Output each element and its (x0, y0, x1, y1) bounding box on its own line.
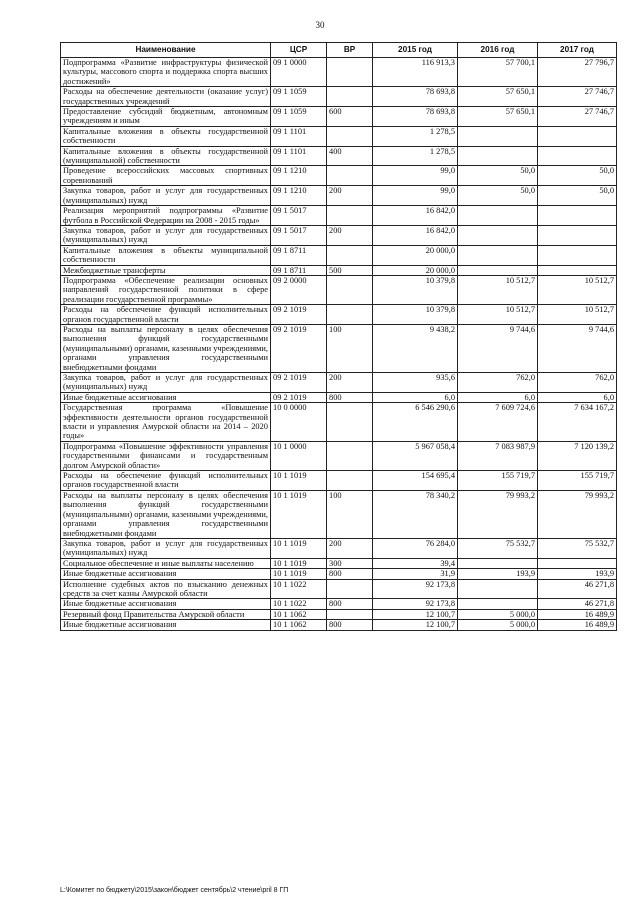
row-2016-cell: 5 000,0 (458, 609, 538, 619)
row-csr-cell: 09 2 1019 (271, 305, 327, 325)
table-row (61, 599, 617, 609)
budget-table (60, 42, 617, 631)
row-2016-cell: 9 744,6 (458, 324, 538, 372)
row-2016-cell: 57 650,1 (458, 87, 538, 107)
row-2016-cell: 10 512,7 (458, 275, 538, 304)
table-row (61, 403, 617, 442)
row-vr-cell (327, 166, 373, 186)
column-header-csr: ЦСР (271, 43, 327, 58)
row-2015-cell: 6,0 (373, 392, 458, 402)
row-vr-cell: 500 (327, 265, 373, 275)
row-2015-cell: 92 173,8 (373, 599, 458, 609)
row-2015-cell: 154 695,4 (373, 471, 458, 491)
row-2017-cell: 7 120 139,2 (538, 441, 617, 470)
row-csr-cell: 09 1 8711 (271, 265, 327, 275)
row-csr-cell: 09 1 1101 (271, 126, 327, 146)
row-name-cell: Проведение всероссийских массовых спортивных соревнований (61, 166, 271, 186)
row-csr-cell: 09 2 1019 (271, 373, 327, 393)
row-2016-cell: 57 700,1 (458, 58, 538, 87)
row-2015-cell: 99,0 (373, 166, 458, 186)
row-2017-cell: 46 271,8 (538, 599, 617, 609)
row-2017-cell: 10 512,7 (538, 305, 617, 325)
row-2015-cell: 20 000,0 (373, 265, 458, 275)
row-2016-cell: 57 650,1 (458, 107, 538, 127)
row-2015-cell: 78 340,2 (373, 490, 458, 538)
table-row (61, 225, 617, 245)
row-2017-cell: 79 993,2 (538, 490, 617, 538)
row-csr-cell: 10 1 1019 (271, 490, 327, 538)
row-name-cell: Иные бюджетные ассигнования (61, 569, 271, 579)
file-path-footer: L:\Комитет по бюджету\2015\закон\бюджет сентябрь\2 чтение\pril 8 ГП (60, 887, 289, 894)
row-2017-cell: 46 271,8 (538, 579, 617, 599)
row-vr-cell: 800 (327, 599, 373, 609)
row-csr-cell: 09 1 0000 (271, 58, 327, 87)
row-name-cell: Расходы на выплаты персоналу в целях обеспечения выполнения функций государственными (муниципальными) органами, казенными учреждениями, органами управления государственными внебюджетными фондами (61, 324, 271, 372)
column-header-name: Наименование (61, 43, 271, 58)
row-name-cell: Иные бюджетные ассигнования (61, 620, 271, 630)
row-2016-cell: 155 719,7 (458, 471, 538, 491)
table-row (61, 579, 617, 599)
row-csr-cell: 10 1 1019 (271, 569, 327, 579)
column-header-vr: ВР (327, 43, 373, 58)
table-row (61, 275, 617, 304)
row-2017-cell: 75 532,7 (538, 538, 617, 558)
page-number: 30 (315, 20, 325, 30)
row-vr-cell: 800 (327, 569, 373, 579)
row-vr-cell (327, 305, 373, 325)
row-2016-cell (458, 146, 538, 166)
row-csr-cell: 09 1 1059 (271, 107, 327, 127)
row-vr-cell: 200 (327, 225, 373, 245)
row-name-cell: Расходы на обеспечение функций исполнительных органов государственной власти (61, 305, 271, 325)
row-name-cell: Закупка товаров, работ и услуг для государственных (муниципальных) нужд (61, 225, 271, 245)
row-vr-cell: 200 (327, 373, 373, 393)
row-2015-cell: 12 100,7 (373, 620, 458, 630)
row-vr-cell (327, 441, 373, 470)
row-vr-cell (327, 245, 373, 265)
row-name-cell: Капитальные вложения в объекты государственной собственности (61, 126, 271, 146)
row-name-cell: Расходы на обеспечение функций исполнительных органов государственной власти (61, 471, 271, 491)
row-csr-cell: 10 1 1019 (271, 538, 327, 558)
row-2015-cell: 12 100,7 (373, 609, 458, 619)
row-2015-cell: 5 967 058,4 (373, 441, 458, 470)
row-vr-cell (327, 579, 373, 599)
row-name-cell: Межбюджетные трансферты (61, 265, 271, 275)
table-row (61, 107, 617, 127)
row-2016-cell (458, 126, 538, 146)
table-row (61, 324, 617, 372)
table-row (61, 558, 617, 568)
row-2015-cell: 10 379,8 (373, 275, 458, 304)
row-vr-cell: 200 (327, 186, 373, 206)
row-name-cell: Капитальные вложения в объекты государственной (муниципальной) собственности (61, 146, 271, 166)
table-row (61, 490, 617, 538)
table-header-row (61, 43, 617, 58)
table-row (61, 569, 617, 579)
row-2015-cell: 1 278,5 (373, 126, 458, 146)
row-2016-cell (458, 225, 538, 245)
row-2016-cell: 193,9 (458, 569, 538, 579)
table-row (61, 265, 617, 275)
row-name-cell: Государственная программа «Повышение эффективности деятельности органов государственной власти и управления Амурской области на 2014 – 2020 годы» (61, 403, 271, 442)
row-name-cell: Предоставление субсидий бюджетным, автономным учреждениям и иным (61, 107, 271, 127)
table-body (61, 58, 617, 631)
row-csr-cell: 09 2 1019 (271, 324, 327, 372)
row-2016-cell: 75 532,7 (458, 538, 538, 558)
row-2016-cell: 10 512,7 (458, 305, 538, 325)
row-2017-cell (538, 558, 617, 568)
table-row (61, 146, 617, 166)
row-vr-cell: 400 (327, 146, 373, 166)
row-vr-cell (327, 471, 373, 491)
row-csr-cell: 09 1 1210 (271, 186, 327, 206)
row-2016-cell (458, 206, 538, 226)
row-name-cell: Иные бюджетные ассигнования (61, 599, 271, 609)
table-row (61, 441, 617, 470)
row-csr-cell: 09 1 1210 (271, 166, 327, 186)
table-row (61, 620, 617, 630)
row-name-cell: Социальное обеспечение и иные выплаты населению (61, 558, 271, 568)
row-2017-cell (538, 146, 617, 166)
row-2017-cell: 10 512,7 (538, 275, 617, 304)
row-name-cell: Закупка товаров, работ и услуг для государственных (муниципальных) нужд (61, 373, 271, 393)
row-2016-cell: 50,0 (458, 166, 538, 186)
table-row (61, 186, 617, 206)
table-row (61, 305, 617, 325)
row-2017-cell: 27 746,7 (538, 107, 617, 127)
row-2015-cell: 78 693,8 (373, 87, 458, 107)
table-row (61, 87, 617, 107)
row-2015-cell: 16 842,0 (373, 225, 458, 245)
row-csr-cell: 10 1 1022 (271, 599, 327, 609)
row-csr-cell: 09 1 5017 (271, 225, 327, 245)
row-vr-cell: 100 (327, 324, 373, 372)
row-2017-cell (538, 206, 617, 226)
row-vr-cell: 300 (327, 558, 373, 568)
row-2015-cell: 10 379,8 (373, 305, 458, 325)
row-2017-cell (538, 225, 617, 245)
row-vr-cell: 600 (327, 107, 373, 127)
row-csr-cell: 10 1 1062 (271, 609, 327, 619)
row-vr-cell: 200 (327, 538, 373, 558)
row-2015-cell: 116 913,3 (373, 58, 458, 87)
row-2015-cell: 6 546 290,6 (373, 403, 458, 442)
row-2017-cell: 7 634 167,2 (538, 403, 617, 442)
row-2017-cell: 27 746,7 (538, 87, 617, 107)
row-2016-cell (458, 579, 538, 599)
row-2015-cell: 20 000,0 (373, 245, 458, 265)
row-2016-cell: 79 993,2 (458, 490, 538, 538)
row-csr-cell: 09 1 8711 (271, 245, 327, 265)
row-csr-cell: 09 2 0000 (271, 275, 327, 304)
row-2017-cell (538, 265, 617, 275)
row-vr-cell (327, 206, 373, 226)
row-name-cell: Капитальные вложения в объекты муниципальной собственности (61, 245, 271, 265)
row-2015-cell: 9 438,2 (373, 324, 458, 372)
column-header-2017: 2017 год (538, 43, 617, 58)
row-2015-cell: 935,6 (373, 373, 458, 393)
row-name-cell: Подпрограмма «Развитие инфраструктуры физической культуры, массового спорта и поддержка спорта высших достижений» (61, 58, 271, 87)
row-2017-cell: 155 719,7 (538, 471, 617, 491)
table-row (61, 538, 617, 558)
table-row (61, 58, 617, 87)
row-name-cell: Закупка товаров, работ и услуг для государственных (муниципальных) нужд (61, 186, 271, 206)
row-2017-cell (538, 126, 617, 146)
row-2015-cell: 31,9 (373, 569, 458, 579)
table-row (61, 206, 617, 226)
row-csr-cell: 10 1 1022 (271, 579, 327, 599)
row-2017-cell: 6,0 (538, 392, 617, 402)
row-vr-cell: 100 (327, 490, 373, 538)
table-row (61, 471, 617, 491)
row-name-cell: Иные бюджетные ассигнования (61, 392, 271, 402)
row-csr-cell: 10 1 1062 (271, 620, 327, 630)
row-name-cell: Реализация мероприятий подпрограммы «Развитие футбола в Российской Федерации на 2008 - 2015 годы» (61, 206, 271, 226)
row-vr-cell (327, 58, 373, 87)
row-csr-cell: 09 1 5017 (271, 206, 327, 226)
row-2017-cell: 9 744,6 (538, 324, 617, 372)
table-row (61, 126, 617, 146)
row-vr-cell (327, 126, 373, 146)
row-2016-cell: 5 000,0 (458, 620, 538, 630)
table-row (61, 609, 617, 619)
table-row (61, 392, 617, 402)
row-csr-cell: 10 0 0000 (271, 403, 327, 442)
row-2016-cell (458, 245, 538, 265)
row-2015-cell: 39,4 (373, 558, 458, 568)
table-row (61, 373, 617, 393)
row-2016-cell (458, 558, 538, 568)
column-header-2016: 2016 год (458, 43, 538, 58)
row-2017-cell: 27 796,7 (538, 58, 617, 87)
row-2016-cell: 762,0 (458, 373, 538, 393)
row-2017-cell: 50,0 (538, 166, 617, 186)
row-2016-cell: 7 083 987,9 (458, 441, 538, 470)
row-vr-cell (327, 609, 373, 619)
column-header-2015: 2015 год (373, 43, 458, 58)
row-csr-cell: 09 2 1019 (271, 392, 327, 402)
row-2017-cell: 16 489,9 (538, 609, 617, 619)
row-2016-cell: 7 609 724,6 (458, 403, 538, 442)
row-2015-cell: 1 278,5 (373, 146, 458, 166)
row-2015-cell: 92 173,8 (373, 579, 458, 599)
row-name-cell: Исполнение судебных актов по взысканию денежных средств за счет казны Амурской области (61, 579, 271, 599)
row-2017-cell: 16 489,9 (538, 620, 617, 630)
row-2017-cell (538, 245, 617, 265)
row-vr-cell (327, 87, 373, 107)
row-csr-cell: 10 1 0000 (271, 441, 327, 470)
row-2015-cell: 78 693,8 (373, 107, 458, 127)
row-csr-cell: 10 1 1019 (271, 558, 327, 568)
row-2016-cell (458, 599, 538, 609)
row-2016-cell: 6,0 (458, 392, 538, 402)
row-2016-cell: 50,0 (458, 186, 538, 206)
row-2015-cell: 76 284,0 (373, 538, 458, 558)
row-name-cell: Подпрограмма «Обеспечение реализации основных направлений государственной политики в сфере реализации государственной программы» (61, 275, 271, 304)
row-vr-cell: 800 (327, 392, 373, 402)
row-vr-cell (327, 403, 373, 442)
row-name-cell: Расходы на выплаты персоналу в целях обеспечения выполнения функций государственными (муниципальными) органами, казенными учреждениями, органами управления государственными внебюджетными фондами (61, 490, 271, 538)
row-csr-cell: 10 1 1019 (271, 471, 327, 491)
row-name-cell: Резервный фонд Правительства Амурской области (61, 609, 271, 619)
table-row (61, 245, 617, 265)
row-2015-cell: 16 842,0 (373, 206, 458, 226)
row-vr-cell (327, 275, 373, 304)
row-2017-cell: 193,9 (538, 569, 617, 579)
row-2016-cell (458, 265, 538, 275)
row-name-cell: Подпрограмма «Повышение эффективности управления государственными финансами и государственным долгом Амурской области» (61, 441, 271, 470)
row-csr-cell: 09 1 1059 (271, 87, 327, 107)
row-vr-cell: 800 (327, 620, 373, 630)
row-2017-cell: 762,0 (538, 373, 617, 393)
row-name-cell: Расходы на обеспечение деятельности (оказание услуг) государственных учреждений (61, 87, 271, 107)
row-name-cell: Закупка товаров, работ и услуг для государственных (муниципальных) нужд (61, 538, 271, 558)
row-2017-cell: 50,0 (538, 186, 617, 206)
table-row (61, 166, 617, 186)
row-2015-cell: 99,0 (373, 186, 458, 206)
row-csr-cell: 09 1 1101 (271, 146, 327, 166)
